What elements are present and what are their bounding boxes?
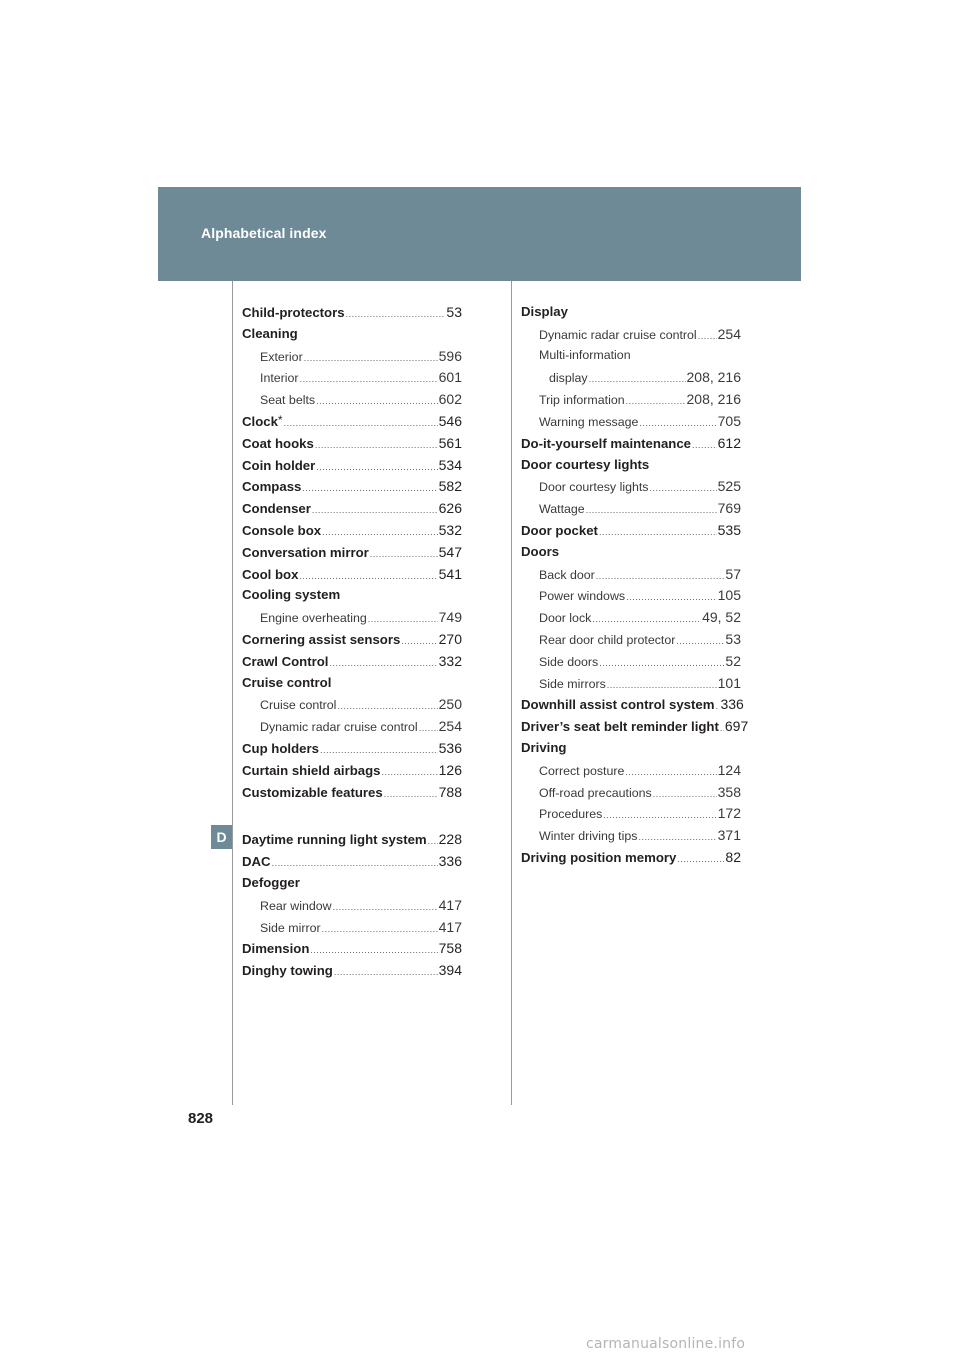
index-entry[interactable] (242, 609, 462, 631)
entry-page[interactable]: 749 (438, 609, 462, 626)
entry-label: Back door (539, 567, 595, 582)
entry-page[interactable]: 358 (717, 783, 741, 800)
index-entry[interactable] (242, 962, 462, 984)
entry-label: Dynamic radar cruise control (539, 327, 697, 342)
dot-leader (322, 924, 438, 934)
entry-label: Crawl Control (242, 653, 329, 669)
entry-label: Off-road precautions (539, 785, 652, 800)
dot-leader (599, 527, 717, 537)
index-entry[interactable] (242, 587, 462, 609)
dot-leader (607, 680, 717, 690)
index-entry[interactable] (521, 587, 741, 609)
entry-label: display (549, 371, 588, 386)
entry-page[interactable]: 758 (438, 940, 462, 957)
index-entry[interactable] (242, 348, 462, 370)
index-entry[interactable] (242, 304, 462, 326)
dot-leader (653, 789, 717, 799)
index-entry[interactable] (242, 696, 462, 718)
entry-label: Display (521, 304, 568, 319)
index-entry[interactable] (242, 544, 462, 566)
entry-label: Conversation mirror (242, 544, 369, 560)
entry-page[interactable]: 536 (438, 739, 462, 756)
index-column-right (521, 304, 749, 871)
entry-label: Condenser (242, 501, 311, 517)
entry-label: Door courtesy lights (521, 456, 650, 472)
index-entry[interactable] (242, 478, 462, 500)
entry-label: Procedures (539, 807, 603, 822)
entry-label: Rear window (260, 898, 332, 913)
index-entry[interactable] (242, 940, 462, 962)
dot-leader (639, 418, 716, 428)
entry-page[interactable]: 53 (725, 630, 741, 647)
index-entry[interactable] (242, 853, 462, 875)
dot-leader (603, 810, 716, 820)
entry-page[interactable]: 208, 216 (686, 391, 741, 408)
entry-label: Engine overheating (260, 611, 367, 626)
dot-leader (698, 331, 717, 341)
dot-leader (316, 462, 437, 472)
dot-leader (382, 767, 438, 777)
entry-label: Rear door child protector (539, 632, 676, 647)
entry-label: Cornering assist sensors (242, 631, 401, 647)
entry-page[interactable]: 270 (438, 630, 462, 647)
entry-label: Curtain shield airbags (242, 762, 381, 778)
index-entry[interactable] (521, 653, 741, 675)
index-entry[interactable] (521, 457, 741, 479)
entry-label: Side mirror (260, 920, 321, 935)
index-entry[interactable] (521, 784, 741, 806)
index-entry[interactable]: Clock * ..... 546 (242, 413, 462, 435)
index-entry[interactable] (521, 304, 741, 326)
entry-label: Console box (242, 522, 322, 538)
header-title: Alphabetical index (201, 225, 327, 241)
entry-label: Driver’s seat belt reminder light (521, 719, 719, 735)
index-entry[interactable] (521, 827, 741, 849)
entry-label: Cup holders (242, 740, 319, 756)
entry-label: DAC (242, 854, 271, 870)
index-entry[interactable] (521, 696, 744, 718)
watermark: carmanualsonline.info (586, 1336, 746, 1352)
entry-label: Exterior (260, 349, 303, 364)
dot-leader (596, 571, 725, 581)
dot-leader (626, 592, 717, 602)
dot-leader (677, 854, 724, 864)
index-entry[interactable] (521, 762, 741, 784)
index-entry[interactable] (242, 875, 462, 897)
index-entry[interactable] (242, 919, 462, 941)
dot-leader (692, 440, 717, 450)
index-entry[interactable] (242, 831, 462, 853)
index-entry[interactable] (242, 631, 462, 653)
entry-label: Customizable features (242, 784, 383, 800)
entry-label: Defogger (242, 874, 300, 890)
entry-page[interactable]: 612 (717, 434, 741, 451)
dot-leader (368, 614, 438, 624)
center-rule (511, 281, 512, 1105)
entry-page[interactable]: 697 (724, 718, 749, 735)
entry-label: Child-protectors (242, 305, 345, 320)
entry-page[interactable]: 332 (438, 652, 462, 669)
entry-label: Downhill assist control system (521, 697, 715, 713)
entry-label: Door lock (539, 611, 592, 626)
entry-label: Door courtesy lights (539, 480, 649, 495)
dot-leader (720, 723, 724, 733)
entry-page[interactable]: 57 (725, 565, 741, 582)
dot-leader (299, 571, 437, 581)
entry-page[interactable]: 788 (438, 783, 462, 800)
dot-leader (715, 701, 719, 711)
entry-label: Side mirrors (539, 676, 606, 691)
entry-page[interactable]: 336 (720, 696, 744, 713)
index-entry[interactable] (242, 522, 462, 544)
dot-leader (428, 836, 438, 846)
dot-leader (370, 549, 438, 559)
entry-label: Clock (242, 413, 278, 429)
index-entry[interactable] (242, 653, 462, 675)
index-column-left (242, 304, 462, 984)
entry-page[interactable]: 101 (717, 674, 741, 691)
dot-leader (626, 396, 686, 406)
dot-leader (333, 902, 438, 912)
dot-leader (650, 483, 717, 493)
entry-label: Winter driving tips (539, 829, 638, 844)
dot-leader (300, 374, 438, 384)
entry-page[interactable]: 208, 216 (686, 369, 741, 386)
dot-leader (599, 658, 724, 668)
index-entry[interactable] (242, 897, 462, 919)
index-entry[interactable] (521, 631, 741, 653)
index-entry[interactable] (242, 391, 462, 413)
entry-page[interactable]: 53 (446, 304, 462, 320)
index-entry[interactable] (242, 326, 462, 348)
entry-page[interactable]: 254 (438, 718, 462, 735)
entry-label: Interior (260, 371, 299, 386)
entry-label: Compass (242, 479, 302, 495)
entry-label: Multi-information (539, 347, 631, 362)
dot-leader (310, 945, 437, 955)
entry-label: Driving position memory (521, 849, 677, 865)
dot-leader (272, 858, 438, 868)
index-entry[interactable] (242, 435, 462, 457)
dot-leader (284, 418, 438, 428)
index-entry[interactable] (242, 675, 462, 697)
entry-label: Do-it-yourself maintenance (521, 435, 692, 451)
entry-page[interactable]: 82 (725, 848, 741, 865)
index-entry[interactable] (242, 718, 462, 740)
index-entry[interactable] (521, 391, 741, 413)
index-entry[interactable] (521, 566, 741, 588)
entry-page[interactable]: 541 (438, 565, 462, 582)
entry-label: Trip information (539, 393, 625, 408)
left-rule (232, 281, 233, 1105)
index-entry[interactable] (521, 369, 741, 391)
index-entry[interactable] (521, 849, 741, 871)
entry-page[interactable]: 105 (717, 587, 741, 604)
dot-leader (320, 745, 438, 755)
dot-leader (586, 505, 717, 515)
index-entry[interactable] (242, 369, 462, 391)
entry-page[interactable]: 417 (438, 896, 462, 913)
entry-page[interactable]: 561 (438, 434, 462, 451)
entry-label: Cruise control (260, 698, 337, 713)
index-entry[interactable] (521, 740, 741, 762)
entry-page[interactable]: 254 (717, 325, 741, 342)
entry-label: Warning message (539, 414, 639, 429)
entry-label: Doors (521, 543, 560, 559)
index-entry[interactable] (521, 805, 741, 827)
entry-page[interactable]: 52 (725, 652, 741, 669)
entry-page[interactable]: 546 (438, 412, 462, 429)
dot-leader (329, 658, 437, 668)
entry-page[interactable]: 601 (438, 369, 462, 386)
index-entry[interactable] (521, 348, 741, 370)
entry-label: Dimension (242, 941, 310, 957)
dot-leader (384, 789, 438, 799)
entry-label: Cool box (242, 566, 299, 582)
dot-leader (592, 614, 701, 624)
dot-leader (322, 527, 438, 537)
index-entry[interactable] (521, 326, 741, 348)
index-entry[interactable] (521, 675, 741, 697)
dot-leader (589, 374, 686, 384)
dot-leader (334, 967, 438, 977)
entry-page[interactable]: 535 (717, 521, 741, 538)
entry-page[interactable]: 602 (438, 391, 462, 408)
index-entry[interactable] (521, 435, 741, 457)
entry-label: Power windows (539, 589, 626, 604)
entry-page[interactable]: 596 (438, 347, 462, 364)
entry-label: Dynamic radar cruise control (260, 720, 418, 735)
index-entry[interactable] (242, 500, 462, 522)
dot-leader (638, 832, 716, 842)
index-entry[interactable] (242, 740, 462, 762)
dot-leader (315, 440, 438, 450)
entry-label: Door pocket (521, 522, 598, 538)
entry-page[interactable]: 49, 52 (702, 609, 741, 626)
entry-page[interactable]: 371 (717, 827, 741, 844)
entry-page[interactable]: 769 (717, 500, 741, 517)
index-entry[interactable] (242, 762, 462, 784)
entry-page[interactable]: 417 (438, 918, 462, 935)
entry-label: Wattage (539, 502, 585, 517)
entry-page[interactable]: 394 (438, 962, 462, 979)
entry-label: Seat belts (260, 393, 316, 408)
section-spacer (242, 805, 462, 831)
entry-label: Side doors (539, 654, 599, 669)
page-header (158, 187, 801, 281)
entry-page[interactable]: 547 (438, 543, 462, 560)
dot-leader (625, 767, 716, 777)
dot-leader (316, 396, 438, 406)
dot-leader (312, 505, 438, 515)
entry-page[interactable]: 534 (438, 456, 462, 473)
index-entry[interactable] (521, 522, 741, 544)
index-entry[interactable] (521, 544, 741, 566)
entry-label: Cooling system (242, 587, 341, 603)
entry-page[interactable]: 525 (717, 478, 741, 495)
index-entry[interactable] (521, 478, 741, 500)
section-tab: D (211, 825, 232, 849)
entry-page[interactable]: 250 (438, 696, 462, 713)
index-entry[interactable] (521, 609, 741, 631)
entry-page[interactable]: 626 (438, 500, 462, 517)
index-entry[interactable] (242, 784, 462, 806)
page-number: 828 (188, 1110, 214, 1127)
index-entry[interactable] (521, 413, 741, 435)
entry-label: Daytime running light system (242, 832, 427, 848)
entry-label: Cruise control (242, 674, 332, 690)
dot-leader (304, 353, 438, 363)
entry-page[interactable]: 705 (717, 412, 741, 429)
entry-label: Correct posture (539, 763, 625, 778)
entry-label: Driving (521, 739, 567, 755)
index-entry[interactable] (242, 566, 462, 588)
entry-page[interactable]: 172 (717, 805, 741, 822)
entry-page[interactable]: 532 (438, 521, 462, 538)
dot-leader (337, 701, 437, 711)
entry-page[interactable]: 124 (717, 761, 741, 778)
dot-leader (419, 723, 438, 733)
dot-leader (401, 636, 437, 646)
entry-label: Coat hooks (242, 435, 314, 451)
dot-leader (302, 483, 437, 493)
entry-page[interactable]: 582 (438, 478, 462, 495)
index-entry[interactable] (521, 500, 741, 522)
dot-leader (676, 636, 724, 646)
entry-label: Coin holder (242, 457, 316, 473)
entry-label: Cleaning (242, 325, 298, 341)
dot-leader (346, 309, 446, 319)
index-entry[interactable] (521, 718, 749, 740)
entry-page[interactable]: 126 (438, 761, 462, 778)
entry-label: Dinghy towing (242, 963, 333, 979)
entry-page[interactable]: 228 (438, 831, 462, 848)
entry-page[interactable]: 336 (438, 853, 462, 870)
index-entry[interactable] (242, 457, 462, 479)
